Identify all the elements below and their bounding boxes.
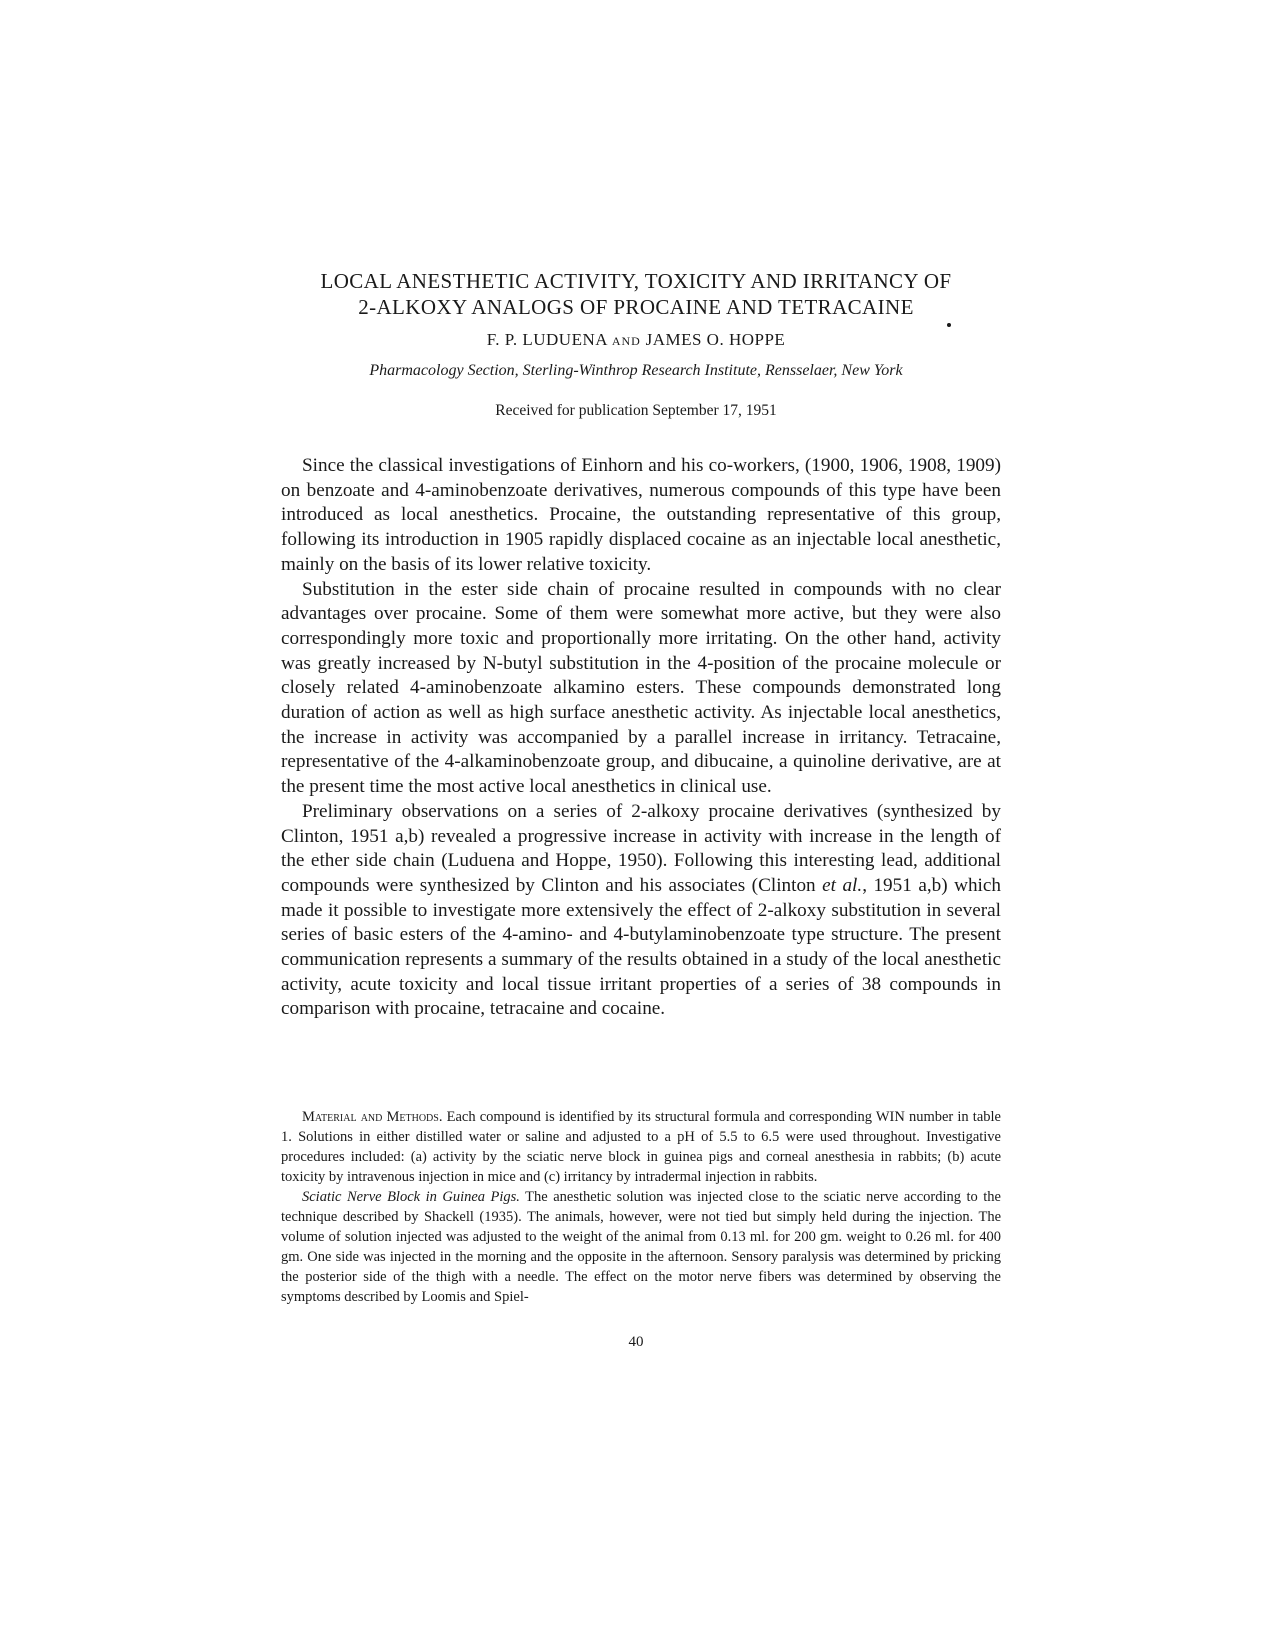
sciatic-heading: Sciatic Nerve Block in Guinea Pigs. xyxy=(302,1189,520,1205)
intro-paragraph-3 xyxy=(281,800,1001,1022)
methods-paragraph xyxy=(281,1107,1001,1187)
affiliation: Pharmacology Section, Sterling-Winthrop Research Institute, Rensselaer, New York xyxy=(369,362,903,379)
para3-et-al: et al. xyxy=(822,874,863,896)
sciatic-paragraph xyxy=(281,1187,1001,1307)
ink-dot xyxy=(947,323,951,327)
intro-paragraph-2: Substitution in the ester side chain of procaine resulted in compounds with no clear advantages over procaine. Some of them were somewhat more active, but they were also correspondingly more toxic and proportionally more irritating. On the other hand, activity was greatly increased by N-butyl substitution in the 4-position of the procaine molecule or closely related 4-aminobenzoate alkamino esters. These compounds demonstrated long duration of action as well as high surface anesthetic activity. As injectable local anesthetics, the increase in activity was accompanied by a parallel increase in irritancy. Tetracaine, representative of the 4-alkaminobenzoate group, and dibucaine, a quinoline derivative, are at the present time the most active local anesthetics in clinical use. xyxy=(281,578,1001,798)
paper-title xyxy=(240,268,1032,320)
intro-paragraph-1: Since the classical investigations of Einhorn and his co-workers, (1900, 1906, 1908, 1909) on benzoate and 4-aminobenzoate derivatives, numerous compounds of this type have been introduced as local anesthetics. Procaine, the outstanding representative of this group, following its introduction in 1905 rapidly displaced cocaine as an injectable local anesthetic, mainly on the basis of its lower relative toxicity. xyxy=(281,455,1001,575)
authors xyxy=(240,330,1032,350)
title-line-2: 2-ALKOXY ANALOGS OF PROCAINE AND TETRACAINE xyxy=(358,295,914,319)
introduction xyxy=(281,454,1001,1022)
author-1: F. P. LUDUENA xyxy=(486,330,608,349)
methods-heading: Material and Methods. xyxy=(302,1109,443,1125)
page-number: 40 xyxy=(628,1334,644,1350)
title-line-1: LOCAL ANESTHETIC ACTIVITY, TOXICITY AND IRRITANCY OF xyxy=(320,269,952,293)
received-date: Received for publication September 17, 1951 xyxy=(495,402,777,419)
author-conjunction: AND xyxy=(611,334,641,348)
para3-text-a: Preliminary observations on a series of 2-alkoxy procaine derivatives (synthesized by Clinton, 1951 a,b) revealed a progressive increase in activity with increase in the length of the ether side chain (Luduena and Hoppe, 1950). Following this interesting lead, additional compounds were synthesized by Clinton and his associates (Clinton xyxy=(281,800,1001,896)
para3-text-b: , 1951 a,b) which made it possible to investigate more extensively the effect of 2-alkoxy substitution in several series of basic esters of the 4-amino- and 4-butylaminobenzoate type structure. The present communication represents a summary of the results obtained in a study of the local anesthetic activity, acute toxicity and local tissue irritant properties of a series of 38 compounds in comparison with procaine, tetracaine and cocaine. xyxy=(281,874,1001,1020)
sciatic-text: The anesthetic solution was injected close to the sciatic nerve according to the technique described by Shackell (1935). The animals, however, were not tied but simply held during the injection. The volume of solution injected was adjusted to the weight of the animal from 0.13 ml. for 200 gm. weight to 0.26 ml. for 400 gm. One side was injected in the morning and the opposite in the afternoon. Sensory paralysis was determined by pricking the posterior side of the thigh with a needle. The effect on the motor nerve fibers was determined by observing the symptoms described by Loomis and Spiel- xyxy=(281,1189,1001,1305)
methods-text: Each compound is identified by its structural formula and corresponding WIN number in table 1. Solutions in either distilled water or saline and adjusted to a pH of 5.5 to 6.5 were used throughout. Investigative procedures included: (a) activity by the sciatic nerve block in guinea pigs and corneal anesthesia in rabbits; (b) acute toxicity by intravenous injection in mice and (c) irritancy by intradermal injection in rabbits. xyxy=(281,1109,1001,1185)
author-2: JAMES O. HOPPE xyxy=(645,330,786,349)
methods-section xyxy=(281,1107,1001,1307)
